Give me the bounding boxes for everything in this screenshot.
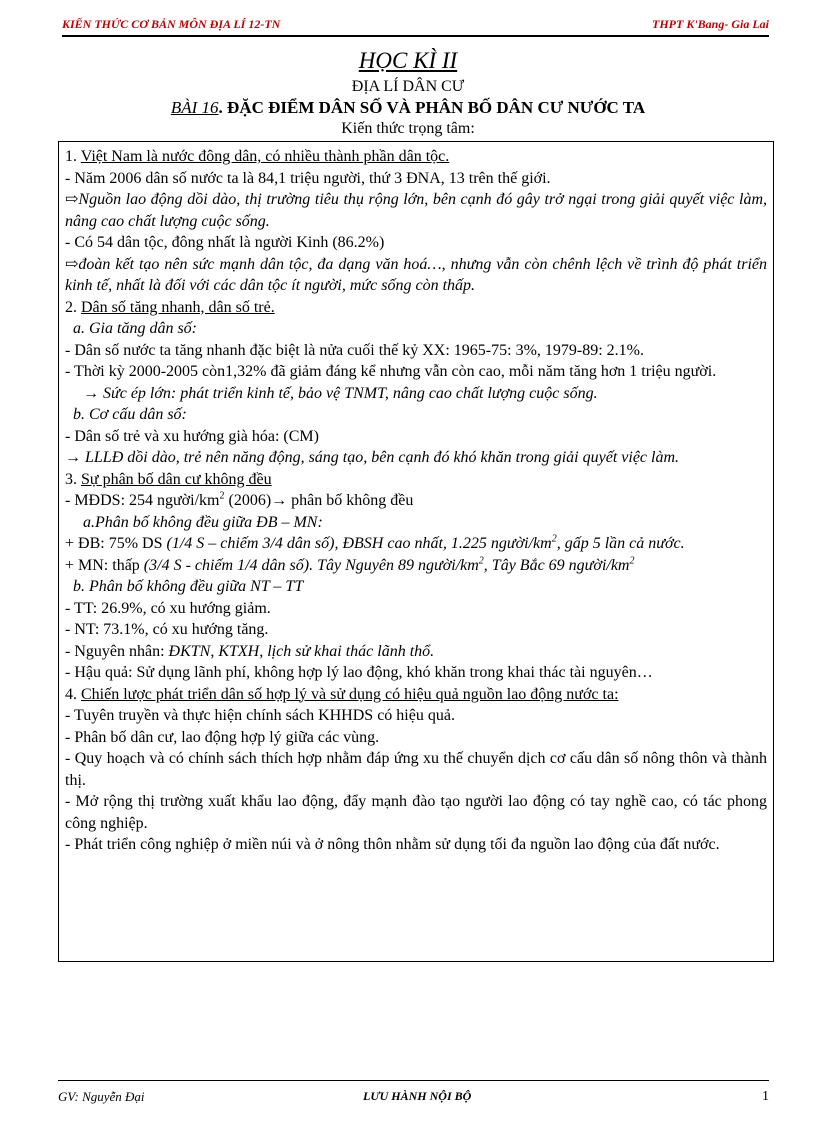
- lesson-title: BÀI 16. ĐẶC ĐIỂM DÂN SỐ VÀ PHÂN BỐ DÂN CƯ NƯỚC TA: [170, 98, 646, 117]
- section-2-line: - Dân số nước ta tăng nhanh đặc biệt là nửa cuối thế kỷ XX: 1965-75: 3%, 1979-89: 2.1%.: [65, 341, 645, 359]
- section-1-line: - Có 54 dân tộc, đông nhất là người Kinh (86.2%): [65, 234, 385, 251]
- arrow-icon: →: [271, 492, 288, 509]
- arrow-icon: ⇨: [65, 255, 79, 273]
- section-4-line: - Quy hoạch và có chính sách thích hợp nhằm đáp ứng xu thế chuyển dịch cơ cấu dân số nông thôn và thành thị.: [65, 750, 767, 789]
- section-3-line: - NT: 73.1%, có xu hướng tăng.: [65, 621, 269, 638]
- section-1-heading: 1. Việt Nam là nước đông dân, có nhiều thành phần dân tộc.: [65, 148, 450, 165]
- subsection-b: b. Cơ cấu dân số:: [73, 406, 187, 423]
- section-3-line: - TT: 26.9%, có xu hướng giảm.: [65, 599, 271, 617]
- section-1-line: - Năm 2006 dân số nước ta là 84,1 triệu người, thứ 3 ĐNA, 13 trên thế giới.: [65, 169, 551, 187]
- section-3-line: + MN: thấp (3/4 S - chiếm 1/4 dân số). Tây Nguyên 89 người/$km^2$, Tây Bắc 69 người/$km^2$: [65, 555, 635, 574]
- section-4-line: - Phát triển công nghiệp ở miền núi và ở nông thôn nhằm sử dụng tối đa nguồn lao động của đất nước.: [65, 836, 720, 853]
- content-box: [58, 141, 774, 962]
- section-1-line: ⇨Nguồn lao động dồi dào, thị trường tiêu thụ rộng lớn, bên cạnh đó gây trở ngại trong giải quyết việc làm, nâng cao chất lượng cuộc sống.: [65, 191, 767, 230]
- subsection-a: a. Gia tăng dân số:: [73, 320, 197, 337]
- section-4-line: - Mở rộng thị trường xuất khẩu lao động, đẩy mạnh đào tạo người lao động có tay nghề cao, có tác phong công nghiệp.: [65, 793, 767, 832]
- arrow-icon: →: [83, 384, 99, 402]
- arrow-icon: ⇨: [65, 191, 79, 208]
- footer-author: GV: Nguyễn Đại: [58, 1089, 145, 1104]
- section-3-line: - Nguyên nhân: ĐKTN, KTXH, lịch sử khai thác lãnh thổ.: [65, 642, 435, 660]
- section-4-line: - Phân bố dân cư, lao động hợp lý giữa các vùng.: [65, 728, 380, 746]
- section-1-line: ⇨đoàn kết tạo nên sức mạnh dân tộc, đa dạng văn hoá…, nhưng vẫn còn chênh lệch về trình độ phát triển kinh tế, nhất là đối với các dân tộc ít người, mức sống còn thấp.: [65, 255, 767, 294]
- section-2-line: - Thời kỳ 2000-2005 còn1,32% đã giảm đáng kể nhưng vẫn còn cao, mỗi năm tăng hơn 1 triệu người.: [65, 363, 717, 380]
- section-4-heading: 4. Chiến lược phát triển dân số hợp lý và sử dụng có hiệu quả nguồn lao động nước ta:: [65, 685, 619, 703]
- section-3-heading: 3. Sự phân bố dân cư không đều: [65, 470, 272, 488]
- header-left: KIẾN THỨC CƠ BẢN MÔN ĐỊA LÍ 12-TN: [62, 17, 281, 31]
- arrow-icon: →: [65, 449, 81, 466]
- lesson-label: BÀI 16: [170, 98, 219, 117]
- footer-center: LƯU HÀNH NỘI BỘ: [363, 1089, 472, 1103]
- section-2-line: → Sức ép lớn: phát triển kinh tế, bảo vệ TNMT, nâng cao chất lượng cuộc sống.: [83, 384, 598, 402]
- semester-title: HỌC KÌ II: [358, 48, 458, 73]
- section-3-line: - Hậu quả: Sử dụng lãnh phí, không hợp lý lao động, khó khăn trong khai thác tài nguyên…: [65, 664, 653, 681]
- page-header: [62, 17, 769, 37]
- section-4-line: - Tuyên truyền và thực hiện chính sách KHHDS có hiệu quả.: [65, 707, 455, 724]
- header-right: THPT K'Bang- Gia Lai: [652, 17, 769, 31]
- subtitle: Kiến thức trọng tâm:: [341, 120, 475, 137]
- lesson-name: ĐẶC ĐIỂM DÂN SỐ VÀ PHÂN BỐ DÂN CƯ NƯỚC TA: [227, 98, 646, 117]
- page-number: 1: [762, 1089, 769, 1104]
- page-footer: [58, 1080, 769, 1111]
- section-2-line: - Dân số trẻ và xu hướng già hóa: (CM): [65, 427, 319, 445]
- section-2-line: → LLLĐ dồi dào, trẻ nên năng động, sáng tạo, bên cạnh đó khó khăn trong giải quyết việc làm.: [65, 449, 680, 466]
- section-3-line: - MĐDS: 254 người/$km^2$ (2006)→ phân bố không đều: [65, 490, 414, 509]
- section-3-line: + ĐB: 75% DS (1/4 S – chiếm 3/4 dân số), ĐBSH cao nhất, 1.225 người/$km^2$, gấp 5 lần cả nước.: [65, 533, 685, 552]
- section-2-heading: 2. Dân số tăng nhanh, dân số trẻ.: [65, 298, 275, 316]
- subsection-b: b. Phân bố không đều giữa NT – TT: [73, 578, 304, 595]
- subsection-a: a.Phân bố không đều giữa ĐB – MN:: [83, 513, 323, 531]
- section-title: ĐỊA LÍ DÂN CƯ: [351, 78, 465, 95]
